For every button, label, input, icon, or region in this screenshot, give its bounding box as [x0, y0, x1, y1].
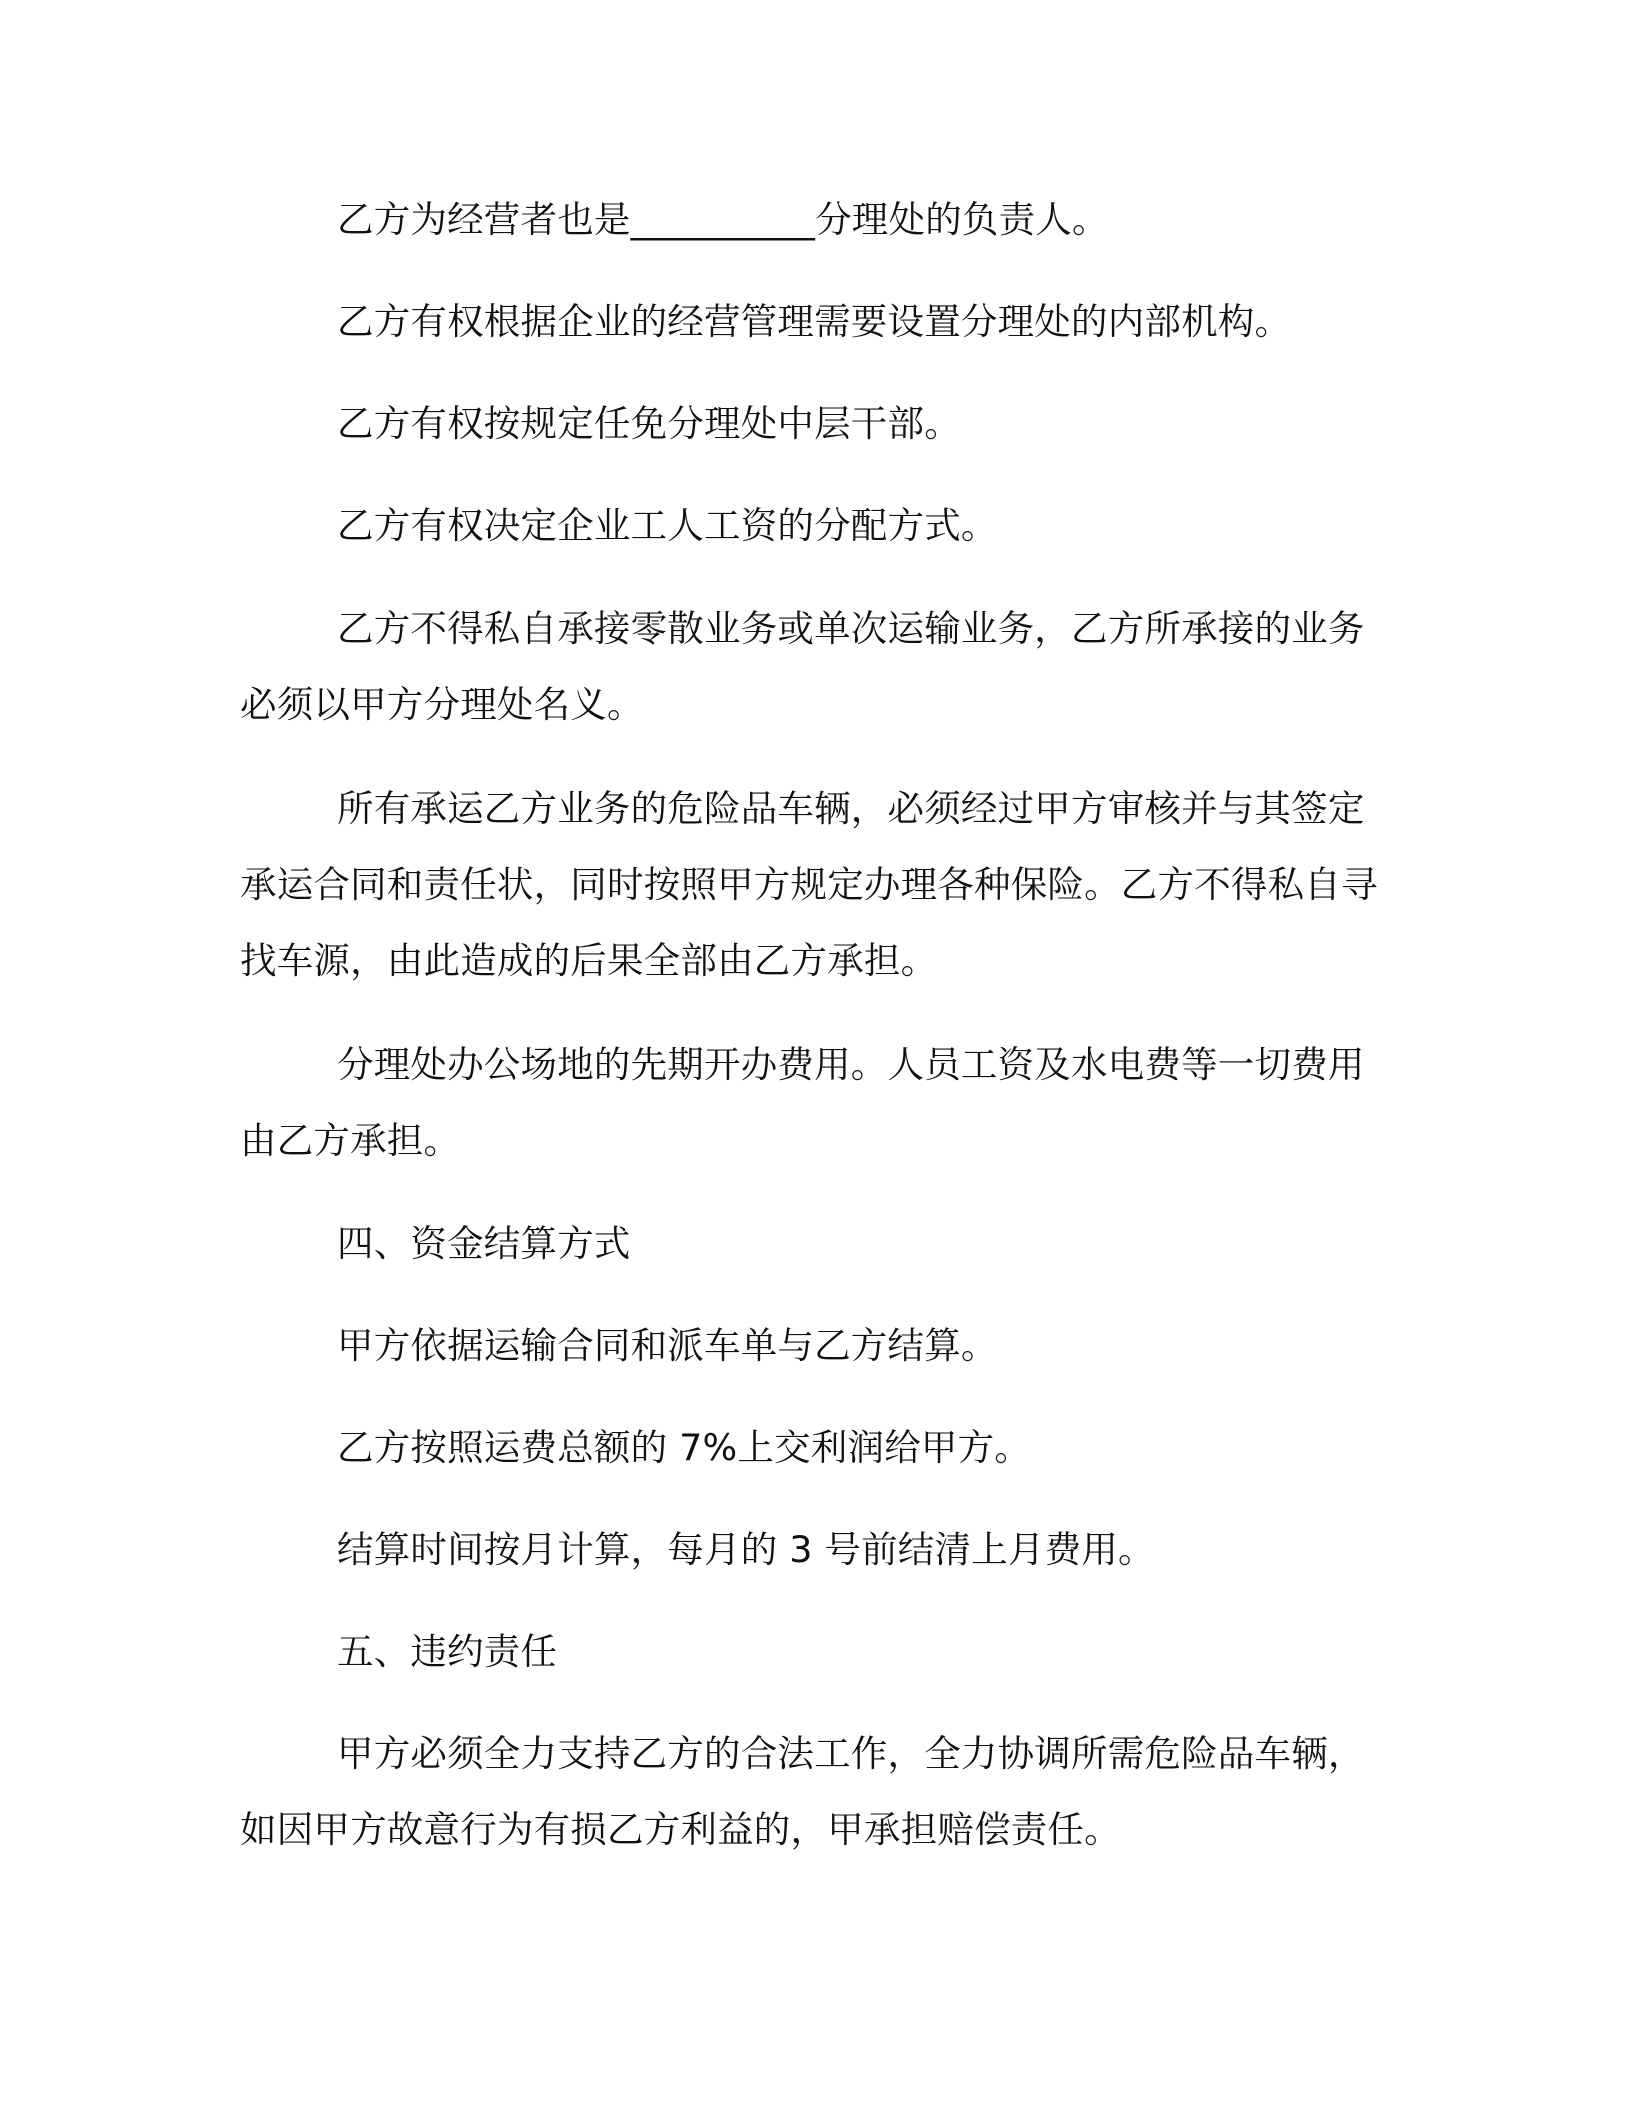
paragraph-office-costs: 分理处办公场地的先期开办费用。人员工资及水电费等一切费用由乙方承担。: [240, 1043, 1365, 1162]
paragraph-party-a-support: 甲方必须全力支持乙方的合法工作，全力协调所需危险品车辆，如因甲方故意行为有损乙方利益的，甲承担赔偿责任。: [240, 1732, 1365, 1851]
paragraph-appoint-cadres: 乙方有权按规定任免分理处中层干部。: [337, 402, 961, 445]
paragraph-settlement-basis: 甲方依据运输合同和派车单与乙方结算。: [337, 1324, 998, 1367]
paragraph-profit-share: 乙方按照运费总额的 7%上交利润给甲方。: [337, 1426, 1032, 1469]
section-heading-liability: 五、违约责任: [337, 1630, 558, 1673]
paragraph-settlement-time: 结算时间按月计算，每月的 3 号前结清上月费用。: [337, 1528, 1155, 1571]
paragraph-internal-structure: 乙方有权根据企业的经营管理需要设置分理处的内部机构。: [337, 300, 1292, 343]
paragraph-vehicle-approval: 所有承运乙方业务的危险品车辆，必须经过甲方审核并与其签定承运合同和责任状，同时按照甲方规定办理各种保险。乙方不得私自寻找车源，由此造成的后果全部由乙方承担。: [240, 787, 1378, 982]
paragraph-manager-role: 乙方为经营者也是__________分理处的负责人。: [337, 198, 1109, 241]
section-heading-settlement: 四、资金结算方式: [337, 1222, 631, 1265]
paragraph-no-private-business: 乙方不得私自承接零散业务或单次运输业务，乙方所承接的业务必须以甲方分理处名义。: [240, 607, 1365, 726]
paragraph-wage-distribution: 乙方有权决定企业工人工资的分配方式。: [337, 504, 998, 547]
